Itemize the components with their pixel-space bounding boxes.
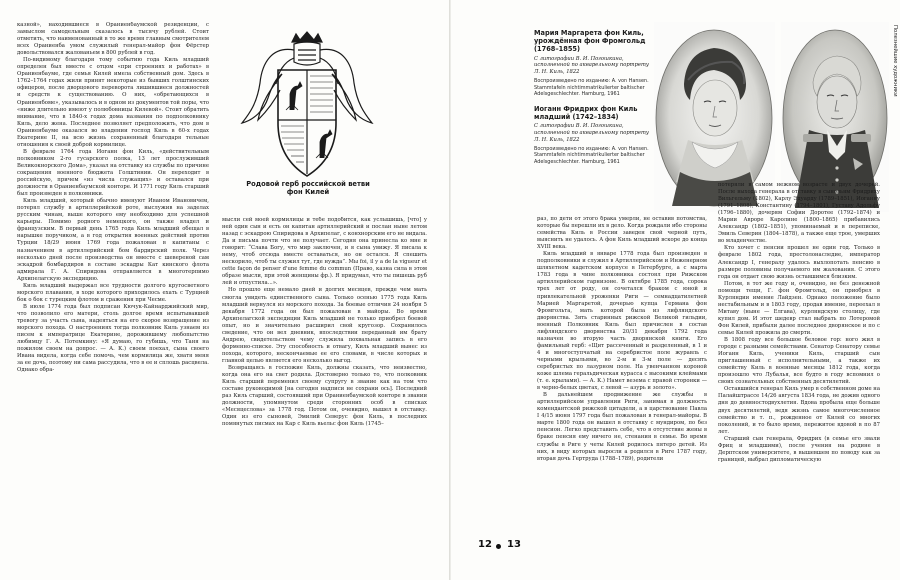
paragraph: Старший сын генерала, Фридрих (в семье его звали Фриц и младшими), после учения на родине в Дерптском университете, в вышевшем по поводу как за границей, выбрал дипломатическую bbox=[718, 435, 880, 463]
portrait-captions bbox=[534, 29, 649, 165]
portrait-1-source: Воспроизведено по изданию: A. von Hansen. Stammtafeln nichtimmatrikulierter baltischer Adelsgeschlechter. Hamburg, 1961 bbox=[534, 78, 649, 97]
portrait-1-subtitle: С литографии В. И. Погошкина, исполненной по акварельному портрету Л. Н. Киль, 1822 bbox=[534, 55, 649, 75]
paragraph: В 1808 году все большое беловое гор: ного жил в городе с разными семействами. Сенатор Сенатору семье Иоганн Киль, ученики Киль, старший сын приглашенный с исполнительными, а также их семейству Киль в военные месяцы 1812 года, когда произошло что Лубалья, все будто в году вспомнил о своих сознательных собственных десятилетий. bbox=[718, 337, 880, 386]
paragraph: В дальнейшем продвижение же службы в артиллерийском управлении Риги, занимая в должность комендантской рижской цитадели, а в царствование Павла I 4/15 июня 1797 года был пожалован в генерал-майоры. В марте 1800 года он вышел в отставку с мундиром, по без пенсион. Легко представить себе, что в отсутствие жены в браке пенсия ему ничего не, стенания в семье. Во время службы в Риге у четы Килей родилось пятеро детей. Из них, в виду которых выросли а родился в Риге 1787 году, вторая дочь Гертруда (1788–1789), родители bbox=[537, 392, 707, 462]
paragraph: Оставшийся генерал Киль умер в собственном доме на Палайштрассе 14/26 августа 1834 года, не дожив одного дня до девяностодвухлетия. Вдова пробыла еще больше двух десятилетий, ведя жизнь самое многочисленное семейство и т. п., рожденное от Килей со многих поколений, и то было время, пережитое вдовой в по 87 лет. bbox=[718, 386, 880, 435]
paragraph: В июле 1774 года был подписан Кючук-Кайнарджийский мир, что позволило его матери, столь долгое время испытывавшей тревогу за участь сына, надеяться на его скорое возвращение из морского похода. О настроениях тогда полковник Киль узнаем из писем к императрице Екатерине, дорожившему любопытство любимцу Г. А. Потемкину: «Я думаю, го губишь, что Таня на пожилом своем на допрос. — А. К.) своем поехал, сына своего Ивана видела, когда себе помочь, чем кормилица же, хватя меня за ее дочь, поэтому ни сама рассудила, что в ее и сплошь расцвела. Однако обра- bbox=[17, 303, 209, 374]
text-column-d bbox=[718, 182, 880, 556]
paragraph: В феврале 1764 года Иоганн фон Киль, «действительным полковником 2-го гусарского полка, 13 лет прослуживший Великокнорского Дома», указал на отставку из службы по причине сокращения военного бюджета Голштинии. Он переходит в российскую, причем «из числа служащих» и оставался при должности в Ораниенбаумской конторе. И 1771 году Киль старший был произведен в полковники. bbox=[17, 148, 209, 198]
coat-of-arms-caption: Родовой герб российской ветви фон Килей bbox=[246, 180, 370, 197]
coat-of-arms-icon bbox=[232, 28, 382, 180]
paragraph: Киль младший, который обычно именуют Иваном Ивановичем, потерял службу в артиллерийской роте, выслужив на заделах русским чинам, выше которого ему необходимо для успешной карьеры. Помимо родного немецкого, он также владел и французским. В первый день 1765 года Киль младший обещал в нарышке поручиком, а в год открытия военных действий против Турции 18/29 июня 1769 года пожалован в капитаны с назначением в артиллерийский бом бардирский полк. Через несколько дней после производства он вместе с шевереной сам эскадрой бомбардиров в составе эскадры Кат кинского флота адмирала Г. А. Спиридова отправляется в многотерпимо Архипелагскую экспедицию. bbox=[17, 198, 209, 282]
paragraph: Потом, в тот же году и, очевидно, не без денежной помощи тещи, Г. фон Фромгольд, он приобрел в Курляндии имение Лайдзен. Однако положение было нестабильным и в 1803 году, продав имение, переехал в Митаву (ныне — Елгава), курляндскую столицу, где купил дом. И этот шедевр стал выбрать по Лотеромой Фон Килей, прибыли далее последнее дворянское и по с семье Килей прожила до смерти. bbox=[718, 280, 880, 336]
paragraph: раз, по дети от этого брака умерли, не оставив потомства, которые бы перешли их в дело. Когда рождали ибо стороны семейства Киль в России заведен свой черной путь, выяснить не удалось. А фон Киль младший вскоре до конца XVIII века. bbox=[537, 216, 707, 251]
text-column-a bbox=[17, 22, 209, 562]
folio-separator-dot bbox=[496, 544, 501, 549]
portrait-2-source: Воспроизведено по изданию: A. von Hansen. Stammtafeln nichtimmatrikulierter baltischer Adelsgeschlechter. Hamburg, 1961 bbox=[534, 146, 649, 165]
portrait-1-name: Мария Маргарета фон Киль, урождённая фон Фромгольд (1768–1855) bbox=[534, 29, 646, 54]
portrait-2-subtitle: С литографии В. И. Погошкина, исполненной по акварельному портрету Л. Н. Киль, 1822 bbox=[534, 123, 649, 143]
paragraph: Кто хочет с пенсии прошел не один год. Только в феврале 1802 года, престолонаследие, император Александр I, генералу удалось выхлопотать пенсию в размере половины получаемого им жалования. С этого года он отдает свою жизнь оставшимся близким. bbox=[718, 245, 880, 280]
paragraph: Возвращаясь в госпожие Киль, должны сказать, что неизвестно, когда она его на свет родила. Достоверно только то, что полковник Киль старший переменил своему супругу в звание как на том что составе руководимой [на сегодня надписи не сохрани ось]. Последний раз Киль старший, состоявший при Ораниенбаумской конторе в звании должности, упомянутом среди сторонних особ в списках «Месяцеслова» за 1778 год. Потом он, очевидно, вышел в отставку. Один из его сыновей, Эмилий Северус фон Киль, в последних помянутых писмах на Кар с Киль вьельс фон Киль (1745– bbox=[222, 364, 427, 428]
page-number-left: 12 bbox=[478, 539, 492, 550]
page-number-right: 13 bbox=[507, 539, 521, 550]
paragraph: Киль младший выдержал все трудности долгого кругосветного морского плавания, в ходе которого приходилось ехать с Турцией бок о бок с турецким флотом и сражения при Чесме. bbox=[17, 282, 209, 303]
paragraph: Киль младший в январе 1778 года был произведен в подполковники и служил в Артиллерийском и Инженерном шляхетном кадетском корпусе в Петербурге, а с марта 1783 года в чине полковника состоял при Рижском артиллерийском гарнизоне. В октябре 1785 года, сорока трех лет от роду, он сочетался браком с юной и привлекательной уроженки Риги — семнадцатилетней Марией Маргаретой, дочерью купца Германа фон Фромгольта, мать которой была из лифляндского дворянства. Зять старинных рижской Великой гильдии, военный Полковник Киль был причислен в состав лифляндского дворянства 20/31 декабря 1792 года назначен во вторую часть дворянской книги. Его фамильный герб: «Щит рассеченный и разделенный, в 1 и 4 и многоступчатый на серебристое поле журавль с черными крыльями, во 2-м и 3-м поле — десять серебристых по лазурном поле. На увенчанном короной коже шлема геральдическая курасса с высокими клеймами (т. е. крылами). — А. К.) Намет везема с правой сторонки — в черно-белых цветах, с левой — азурь и золото». bbox=[537, 251, 707, 392]
running-header: Полезнейшие художники bbox=[892, 25, 898, 97]
text-column-c bbox=[537, 216, 707, 556]
portrait-2-name: Иоганн Фридрих фон Киль младший (1742–1834) bbox=[534, 105, 638, 122]
paragraph: казной», находившиеся в Ораниенбаумской резиденции, с замыслом самодельным сказалось в тысячу рублей. Стоит отметить, что наименованный в то же время главным смотрителем всех Ораниенба умом служилый генерал-майор фон Фёрстер довольствовался жалованьем в 800 рублей в год. bbox=[17, 22, 209, 57]
paragraph: По-видимому благодаря тому событию года Киль младший определен был вместе с отцом «при строениях и работах» в Ораниенбауме, где семья Килей имела собственный дом. Здесь в 1762–1764 годах жили принят некоторые из бывших голштинских офицеров, после дворцового переворота лишившиеся должностей и средств к существованию. О них, «обретающихся в Ораниенбоме», указывалось и в одном из документов той поры, что «ниже длительно имеют у полюбовницы Килевой». Стоит обратить внимание, что в 1840-х годах дома названия по подполковнику Киль, дело жена. Последнее позволяет предположить, что дом в Ораниенбауме оказался во владении господ Киль в 60-х годах Екатерине II, на всю жизнь сохраненный благодаря тельные отношения к своей доброй кормилице. bbox=[17, 57, 209, 148]
portrait-2-caption bbox=[534, 105, 649, 165]
paragraph: потеряли в самом нежном возрасте и двух дочерей. После выхода генерала в отставку в сыновьям Фридриху Вильгельму (1802), Карлу Эдуарду (1789–1851), Иоганну (1791–1808), Константину (1794–1801), Густаву Адольфу (1796–1880), дочерям Софии Доротее (1792–1874) и Марии Авроре Каролине (1800–1865) прибавились Александр (1802–1851), упоминаемый и в переписке, Эмиль Северин (1804–1878), а также еще трое, умерших во младенчестве. bbox=[718, 182, 880, 245]
paragraph: мысли сей моей кормилицы и тебе подобится, как услышишь, [что] у ней один сын и есть он капитан артиллерийский и послан ныне летом назад с эскадрою Спиридова в Архипелаг, с конхнорским его не видала. Да и письма почти что не получает. Сегодня она принесла ко мне и говорит: “Слава Богу, что мир заключен, и я сына увижу. Я писала к нему, чтоб отсюда вместе оставаться, но он остался. Я спешить нескорило, чтоб ты служил тут, где нужда”. Мы foi, il y a de la vigueur et cette façon de penser d'une femme du commun (Право, казна сила в этом образе мысли, при этой женщины фр.). Я придумал, что ты пишешь руб лей и отпустила...». bbox=[222, 217, 427, 287]
text-column-b bbox=[222, 217, 427, 562]
paragraph: Но прошло еще немало дней и долгих месяцев, прежде чем мать смогла увидеть единственного сына. Только осенью 1775 года Киль младший вернулся из морского похода. За боевые отличия 24 ноября 5 декабря 1772 года он был пожалован в майоры. Во время Архипелагской экспедиции Киль младший не только приобрел боевой опыт, но и значительно расширил свой кругозор. Сохранилось сведение, что он вел дневник, впоследствии переданный им брату Андрею, свидетельством чему служила похвальная запись в его форменно-списке. Эту способность и отвагу, Киль младший вынес из похода, которого, нескончаемые ее его словами, в числе которых и главной целью является его несколько выгод. bbox=[222, 287, 427, 364]
